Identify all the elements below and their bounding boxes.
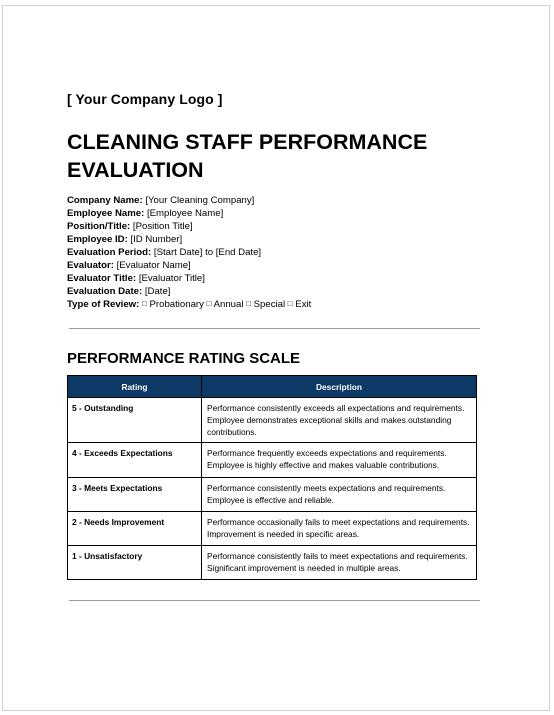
section-divider — [69, 600, 480, 601]
evaluator-label: Evaluator: — [67, 260, 114, 271]
employee-id-value: [ID Number] — [130, 234, 183, 245]
description-column-header: Description — [202, 376, 477, 398]
employee-name-row — [67, 207, 311, 220]
description-cell: Performance consistently exceeds all expectations and requirements. Employee demonstrates exceptional skills and makes outstanding contributions. — [202, 398, 477, 443]
evaluation-period-row — [67, 246, 311, 259]
evaluator-title-label: Evaluator Title: — [67, 273, 137, 284]
description-cell: Performance consistently fails to meet expectations and requirements. Significant improvement is needed in multiple areas. — [202, 546, 477, 580]
employee-name-value: [Employee Name] — [146, 208, 224, 219]
review-option-exit: Exit — [295, 299, 312, 310]
employee-id-row — [67, 233, 311, 246]
position-value: [Position Title] — [132, 221, 193, 232]
evaluation-date-row — [67, 285, 311, 298]
rating-cell: 3 - Meets Expectations — [68, 478, 202, 512]
table-row — [68, 443, 477, 478]
rating-cell: 4 - Exceeds Expectations — [68, 443, 202, 478]
checkbox-special[interactable]: □ — [246, 299, 251, 308]
company-name-row — [67, 194, 311, 207]
rating-scale-table — [67, 375, 477, 580]
evaluator-row — [67, 259, 311, 272]
review-option-annual: Annual — [213, 299, 244, 310]
description-cell: Performance occasionally fails to meet expectations and requirements. Improvement is needed in specific areas. — [202, 512, 477, 546]
rating-cell: 5 - Outstanding — [68, 398, 202, 443]
employee-info-block — [67, 194, 311, 311]
evaluation-period-value: [Start Date] to [End Date] — [153, 247, 262, 258]
rating-scale-heading: PERFORMANCE RATING SCALE — [67, 350, 301, 367]
description-cell: Performance frequently exceeds expectations and requirements. Employee is highly effective and makes valuable contributions. — [202, 443, 477, 478]
rating-cell: 1 - Unsatisfactory — [68, 546, 202, 580]
rating-column-header: Rating — [68, 376, 202, 398]
table-row — [68, 546, 477, 580]
description-cell: Performance consistently meets expectations and requirements. Employee is effective and reliable. — [202, 478, 477, 512]
employee-name-label: Employee Name: — [67, 208, 145, 219]
checkbox-exit[interactable]: □ — [287, 299, 293, 308]
position-row — [67, 220, 311, 233]
company-name-value: [Your Cleaning Company] — [145, 195, 255, 206]
position-label: Position/Title: — [67, 221, 131, 232]
table-row — [68, 512, 477, 546]
table-header-row — [68, 376, 477, 398]
review-type-label: Type of Review: — [67, 299, 140, 310]
company-name-label: Company Name: — [67, 195, 143, 206]
table-row — [68, 398, 477, 443]
evaluator-value: [Evaluator Name] — [116, 260, 191, 271]
rating-cell: 2 - Needs Improvement — [68, 512, 202, 546]
checkbox-probationary[interactable]: □ — [142, 299, 147, 308]
evaluator-title-row — [67, 272, 311, 285]
table-row — [68, 478, 477, 512]
review-type-row — [67, 298, 311, 311]
review-option-probationary: Probationary — [149, 299, 204, 310]
evaluator-title-value: [Evaluator Title] — [138, 273, 205, 284]
company-logo-placeholder: [ Your Company Logo ] — [67, 91, 223, 107]
evaluation-date-label: Evaluation Date: — [67, 286, 143, 297]
checkbox-annual[interactable]: □ — [206, 299, 212, 308]
review-option-special: Special — [253, 299, 286, 310]
evaluation-date-value: [Date] — [144, 286, 171, 297]
evaluation-period-label: Evaluation Period: — [67, 247, 152, 258]
employee-id-label: Employee ID: — [67, 234, 128, 245]
page-title: CLEANING STAFF PERFORMANCE EVALUATION — [67, 130, 428, 182]
section-divider — [69, 328, 480, 329]
